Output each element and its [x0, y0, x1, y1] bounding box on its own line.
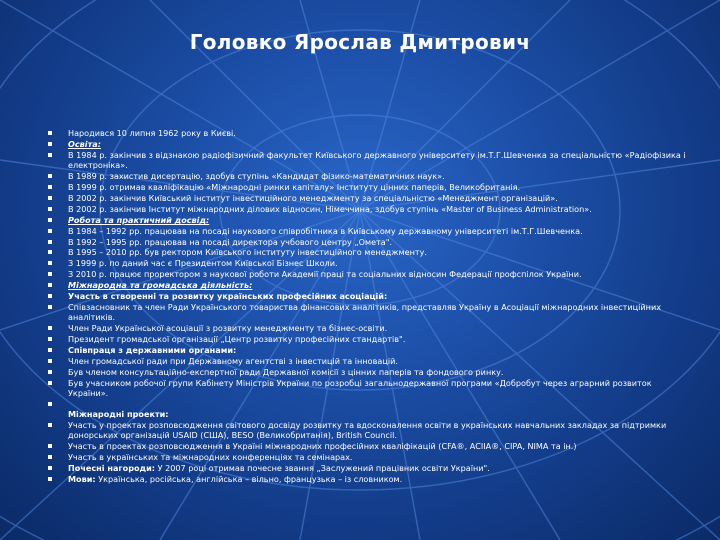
list-item — [46, 345, 686, 355]
item-label: Робота та практичний досвід: — [68, 214, 210, 225]
item-text: В 1992 – 1995 рр. працював на посаді директора учбового центру „Омета". — [68, 236, 393, 247]
item-text: В 1995 – 2010 рр. був ректором Київського інституту інвестиційного менеджменту. — [68, 247, 427, 258]
item-label: Співпраця з державними органами: — [68, 345, 237, 356]
list-item — [46, 193, 686, 203]
square-bullet-icon — [48, 381, 52, 385]
list-item — [46, 356, 686, 366]
item-text: Член Ради Української асоціації з розвитку менеджменту та бізнес-освіти. — [68, 323, 388, 334]
square-bullet-icon — [48, 229, 52, 233]
item-text: Народився 10 липня 1962 року в Києві. — [68, 128, 236, 138]
item-text: З 2010 р. працює проректором з наукової роботи Академії праці та соціальних відносин Федерації профспілок України. — [68, 269, 582, 280]
square-bullet-icon — [48, 142, 52, 146]
list-item — [46, 215, 686, 225]
square-bullet-icon — [48, 477, 52, 481]
list-item — [46, 280, 686, 290]
list-item — [46, 128, 686, 138]
item-text: З 1999 р. по даний час є Президентом Київської Бізнес Школи. — [68, 258, 338, 269]
list-item — [46, 474, 686, 484]
slide-title: Головко Ярослав Дмитрович — [189, 30, 531, 54]
square-bullet-icon — [48, 185, 52, 189]
item-text: Участь в проектах розповсюдження в Україні міжнародних професійних кваліфікацій (CFA®, ACIIA®, CIPA, NIMA та ін.) — [68, 441, 577, 452]
square-bullet-icon — [48, 240, 52, 244]
list-item — [46, 463, 686, 473]
square-bullet-icon — [48, 402, 52, 406]
list-item — [46, 420, 686, 441]
list-item — [46, 247, 686, 257]
list-item — [46, 334, 686, 344]
item-text: В 1999 р. отримав кваліфікацію «Міжнародні ринки капіталу» Інституту цінних паперів, Великобританія. — [68, 182, 521, 193]
square-bullet-icon — [48, 348, 52, 352]
list-item — [46, 378, 686, 399]
list-item — [46, 302, 686, 323]
list-item — [46, 399, 686, 419]
empty-line — [68, 399, 686, 409]
square-bullet-icon — [48, 283, 52, 287]
list-item — [46, 367, 686, 377]
item-text: В 2002 р. закінчив Київський інститут інвестиційного менеджменту за спеціальністю «Менеджмент організацій». — [68, 192, 558, 203]
square-bullet-icon — [48, 153, 52, 157]
list-item — [46, 291, 686, 301]
square-bullet-icon — [48, 370, 52, 374]
square-bullet-icon — [48, 196, 52, 200]
square-bullet-icon — [48, 261, 52, 265]
item-label: Міжнародні проекти: — [68, 409, 169, 420]
item-text: В 2002 р. закінчив Інститут міжнародних ділових відносин, Німеччина, здобув ступінь «Master of Business Administration». — [68, 203, 592, 214]
item-text: Член громадської ради при Державному агентстві з інвестицій та інновацій. — [68, 356, 398, 367]
list-item — [46, 441, 686, 451]
list-item — [46, 204, 686, 214]
square-bullet-icon — [48, 305, 52, 309]
list-item — [46, 171, 686, 181]
list-item — [46, 323, 686, 333]
list-item — [46, 139, 686, 149]
item-label: Почесні нагороди: — [68, 463, 156, 474]
square-bullet-icon — [48, 359, 52, 363]
square-bullet-icon — [48, 250, 52, 254]
square-bullet-icon — [48, 455, 52, 459]
bullet-list — [46, 128, 686, 485]
square-bullet-icon — [48, 131, 52, 135]
item-text: Участь у проектах розповсюдження світового досвіду розвитку та вдосконалення освіти в українських навчальних закладах за підтримки донорських організацій USAID (США), BESO (Великобританія), British Council. — [68, 420, 667, 441]
item-text: У 2007 році отримав почесне звання „Заслужений працівник освіти України". — [155, 463, 490, 474]
item-text: Президент громадської організації „Центр розвитку професійних стандартів". — [68, 334, 406, 345]
list-item — [46, 150, 686, 171]
list-item — [46, 269, 686, 279]
item-label: Міжнародна та громадська діяльність: — [68, 280, 253, 291]
list-item — [46, 182, 686, 192]
square-bullet-icon — [48, 444, 52, 448]
square-bullet-icon — [48, 272, 52, 276]
item-label: Мови: — [68, 474, 96, 485]
square-bullet-icon — [48, 326, 52, 330]
item-text: В 1984 р. закінчив з відзнакою радіофізичний факультет Київського державного університету ім.Т.Г.Шевченка за спеціальністю «Радіофізика і електроніка». — [68, 149, 686, 171]
item-text: Участь в українських та міжнародних конференціях та семінарах. — [68, 452, 353, 463]
square-bullet-icon — [48, 294, 52, 298]
list-item — [46, 226, 686, 236]
list-item — [46, 452, 686, 462]
item-text: Співзасновник та член Ради Українського товариства фінансових аналітиків, представляв Україну в Асоціації міжнародних інвестиційних аналітиків. — [68, 302, 662, 323]
item-text: В 1989 р. захистив дисертацію, здобув ступінь «Кандидат фізико-математичних наук». — [68, 171, 445, 182]
item-label: Участь в створенні та розвитку українських професійних асоціацій: — [68, 291, 388, 302]
square-bullet-icon — [48, 207, 52, 211]
item-text: В 1984 – 1992 рр. працював на посаді наукового співробітника в Київському державному університеті ім.Т.Г.Шевченка. — [68, 225, 583, 236]
item-text: Був членом консультаційно-експертної ради Державної комісії з цінних паперів та фондового ринку. — [68, 366, 504, 377]
square-bullet-icon — [48, 337, 52, 341]
square-bullet-icon — [48, 466, 52, 470]
square-bullet-icon — [48, 218, 52, 222]
list-item — [46, 237, 686, 247]
square-bullet-icon — [48, 174, 52, 178]
item-text: Українська, російська, англійська – вільно, французька – із словником. — [95, 474, 403, 485]
list-item — [46, 258, 686, 268]
item-text: Був учасником робочої групи Кабінету Міністрів України по розробці загальнодержавної програми «Добробут через аграрний розвиток України». — [68, 377, 652, 399]
square-bullet-icon — [48, 423, 52, 427]
item-label: Освіта: — [68, 138, 101, 149]
